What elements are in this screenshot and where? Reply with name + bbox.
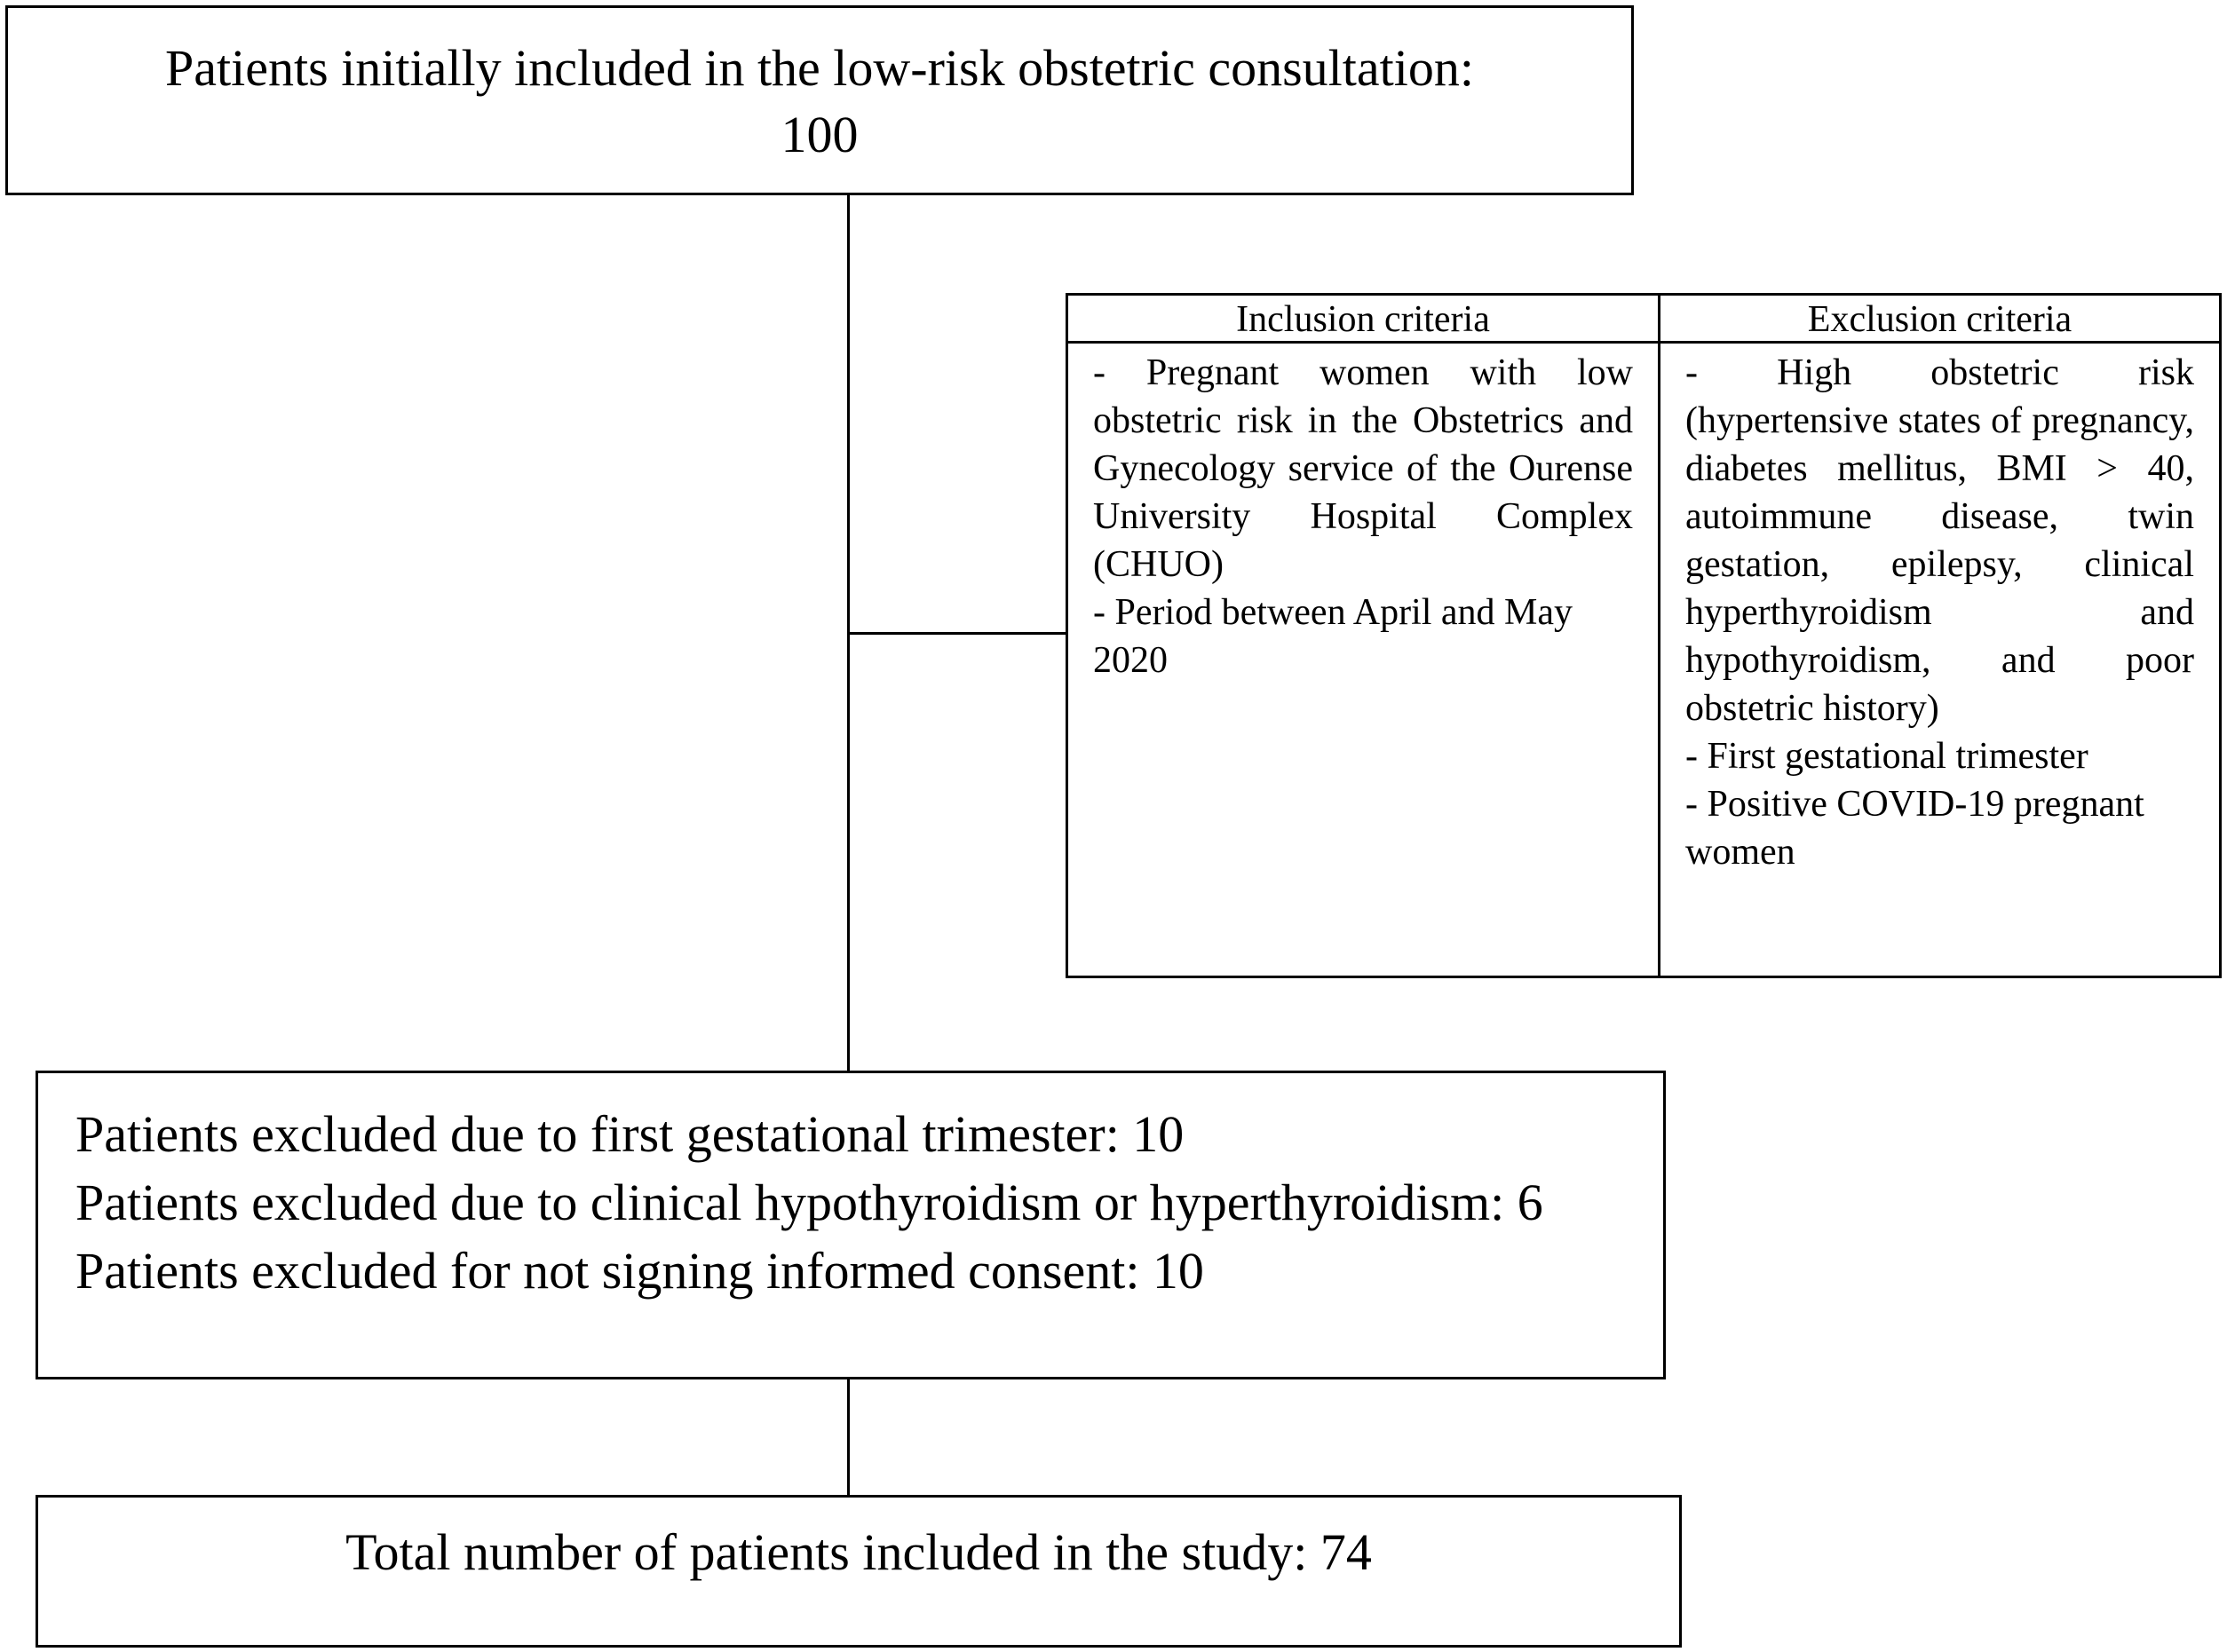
excluded-no-consent: Patients excluded for not signing informed consent: 10	[75, 1242, 1204, 1300]
final-patients-label: Total number of patients included in the study: 74	[345, 1523, 1372, 1581]
excluded-first-trimester: Patients excluded due to first gestational trimester: 10	[75, 1105, 1185, 1163]
inclusion-criteria-list	[1068, 344, 1658, 684]
connector-to-criteria	[847, 632, 1066, 635]
exclusion-criteria-column	[1660, 296, 2219, 976]
initial-patients-label: Patients initially included in the low-risk obstetric consultation:	[165, 39, 1474, 97]
exclusion-criterion: - Positive COVID-19 pregnant women	[1685, 784, 2144, 873]
exclusion-criterion: - High obstetric risk (hypertensive states of pregnancy, diabetes mellitus, BMI > 40, autoimmune disease, twin gestation, epilepsy, clinical hyperthyroidism and hypothyroidism, and poor obstetric history)	[1685, 352, 2194, 729]
exclusion-criterion: - First gestational trimester	[1685, 736, 2088, 777]
initial-patients-box	[5, 5, 1634, 195]
initial-patients-count: 100	[781, 106, 859, 163]
inclusion-criterion: - Period between April and May 2020	[1093, 592, 1573, 681]
final-patients-box	[36, 1495, 1682, 1648]
inclusion-criterion: - Pregnant women with low obstetric risk in the Obstetrics and Gynecology service of the Ourense University Hospital Complex (CHUO)	[1093, 352, 1633, 585]
excluded-patients-box	[36, 1071, 1666, 1379]
connector-exclusions-to-final	[847, 1379, 850, 1496]
criteria-table	[1066, 293, 2222, 978]
inclusion-criteria-column	[1068, 296, 1660, 976]
exclusion-criteria-header: Exclusion criteria	[1660, 296, 2219, 344]
excluded-thyroid: Patients excluded due to clinical hypothyroidism or hyperthyroidism: 6	[75, 1174, 1543, 1231]
exclusion-criteria-list	[1660, 344, 2219, 876]
inclusion-criteria-header: Inclusion criteria	[1068, 296, 1658, 344]
